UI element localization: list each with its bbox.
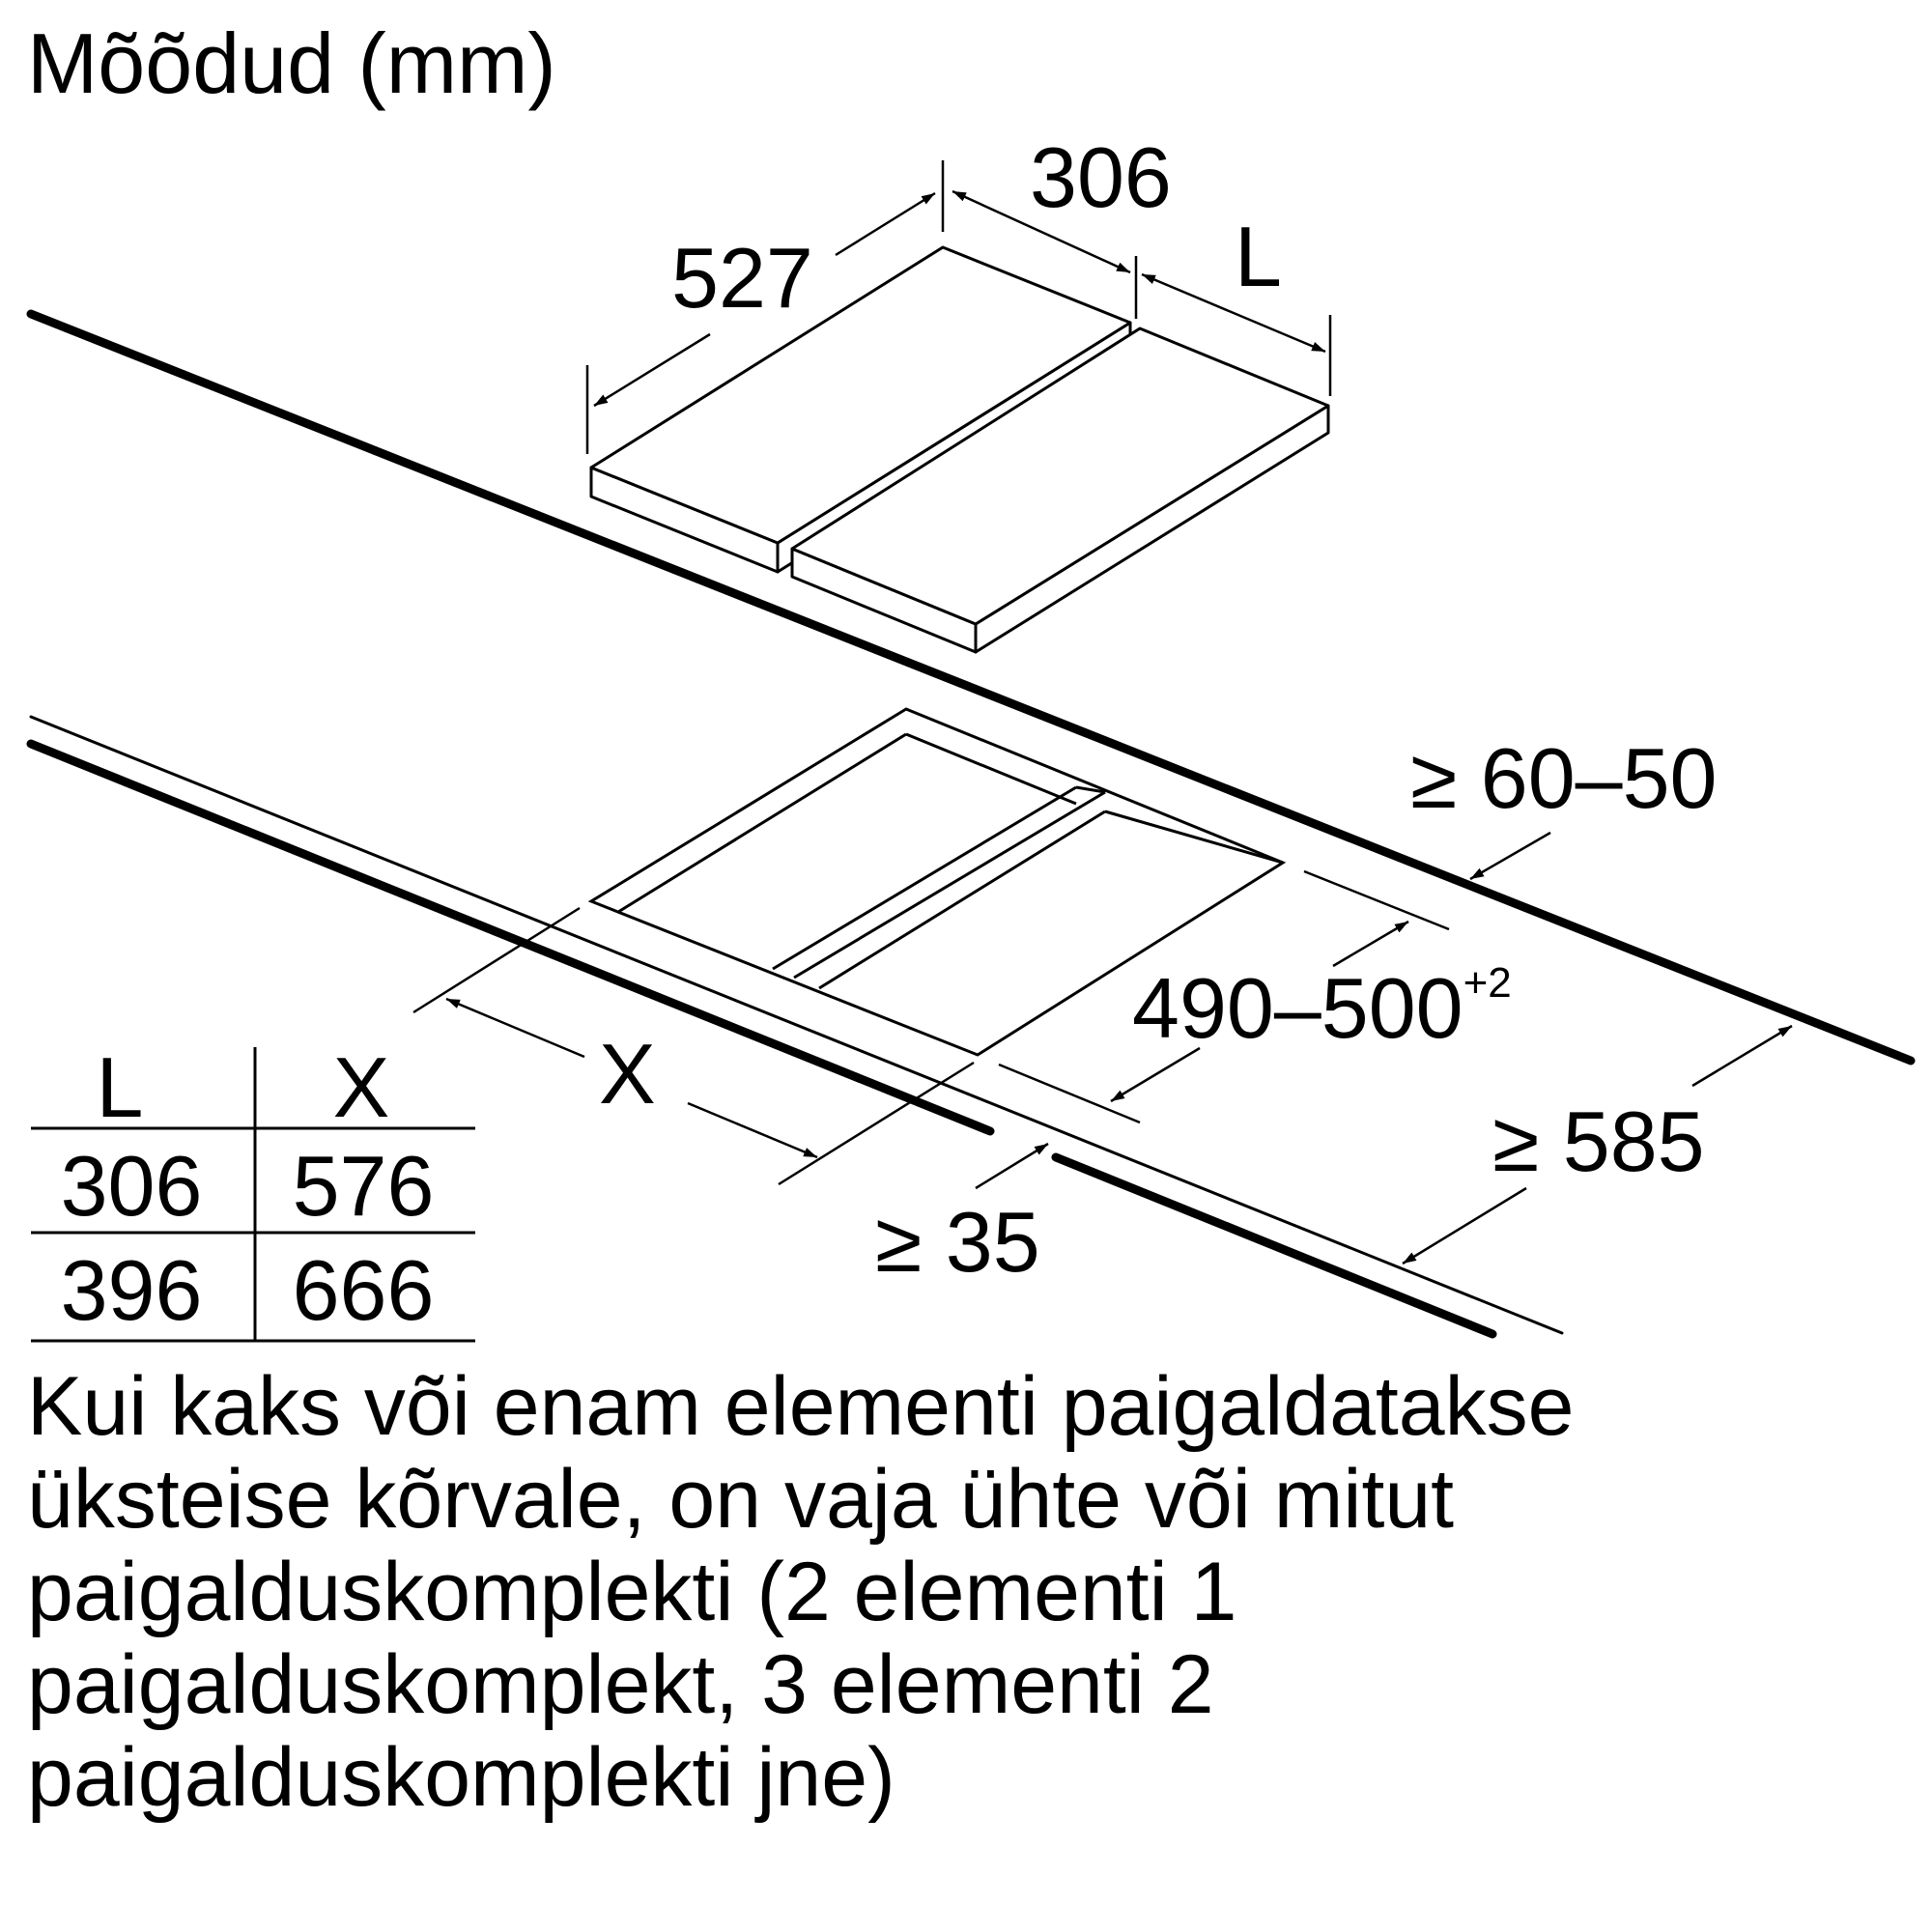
table-header-X: X: [332, 1039, 390, 1135]
installation-note: [27, 1360, 1901, 1824]
table-cell: 396: [60, 1242, 203, 1338]
dim-cutout-depth-value: 490–500: [1132, 960, 1463, 1056]
dim-527: 527: [671, 230, 813, 326]
worktop-front-edge-b: [1056, 1157, 1492, 1334]
dimension-table: [31, 1034, 485, 1352]
dim-cutout-depth: [1132, 959, 1512, 1056]
dim-front-min: ≥ 35: [875, 1194, 1040, 1290]
dim-front-edge: ≥ 60–50: [1410, 730, 1718, 826]
dim-X: X: [599, 1026, 656, 1122]
dim-worktop-depth: ≥ 585: [1492, 1094, 1705, 1189]
page-title: Mõõdud (mm): [27, 15, 556, 111]
note-line: Kui kaks või enam elementi paigaldatakse: [27, 1360, 1575, 1453]
note-line: paigalduskomplekt, 3 elementi 2: [27, 1638, 1214, 1731]
note-line: paigalduskomplekti jne): [27, 1731, 895, 1824]
cutout-divider-a: [773, 787, 1076, 969]
cutout-inner-left: [618, 734, 906, 912]
table-cell: 666: [292, 1242, 435, 1338]
table-header-L: L: [96, 1039, 144, 1135]
cutout-divider-c: [819, 811, 1105, 988]
note-line: paigalduskomplekti (2 elementi 1: [27, 1546, 1237, 1638]
dim-cutout-depth-tolerance: +2: [1463, 959, 1512, 1007]
dim-306: 306: [1030, 129, 1172, 225]
note-line: üksteise kõrvale, on vaja ühte või mitut: [27, 1453, 1455, 1546]
table-cell: 576: [292, 1138, 435, 1234]
dimension-labels: [599, 129, 1717, 1290]
table-cell: 306: [60, 1138, 203, 1234]
dim-L: L: [1235, 209, 1282, 304]
cutout-divider-b: [794, 792, 1105, 978]
cutout-inner-right: [1105, 811, 1283, 863]
